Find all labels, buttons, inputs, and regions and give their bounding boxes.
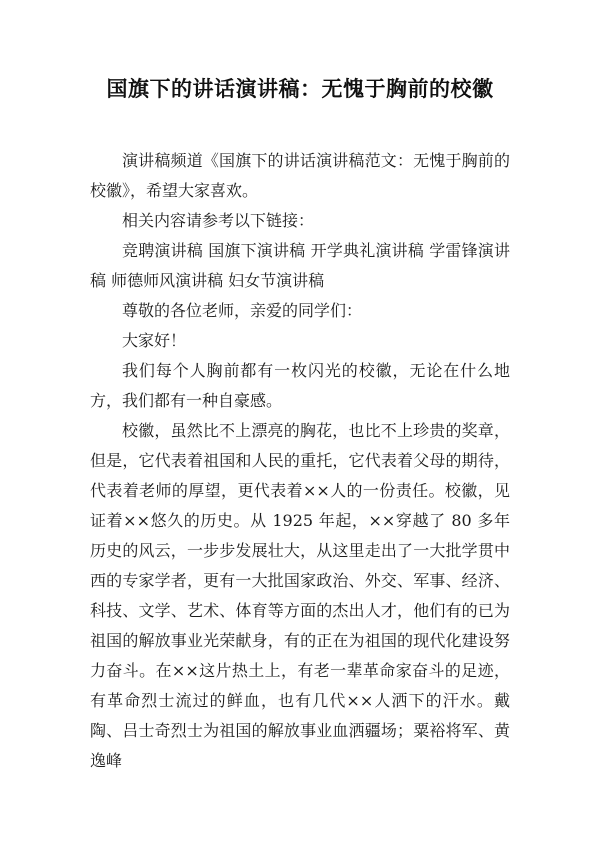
salutation: 尊敬的各位老师，亲爱的同学们： — [122, 301, 363, 320]
related-links-list: 竞聘演讲稿 国旗下演讲稿 开学典礼演讲稿 学雷锋演讲稿 师德师风演讲稿 妇女节演讲稿 — [90, 241, 510, 290]
body-paragraph: 校徽，虽然比不上漂亮的胸花，也比不上珍贵的奖章，但是，它代表着祖国和人民的重托，它代表着父母的期待，代表着老师的厚望，更代表着××人的一份责任。校徽，见证着××悠久的历史。从 1925 年起，××穿越了 80 多年历史的风云，一步步发展壮大，从这里走出了一大批学贯中西的专家学者，更有一大批国家政治、外交、军事、经济、科技、文学、艺术、体育等方面的杰出人才，他们有的已为祖国的解放事业光荣献身，有的正在为祖国的现代化建设努力奋斗。在××这片热土上，有老一辈革命家奋斗的足迹，有革命烈士流过的鲜血，也有几代××人洒下的汗水。戴陶、吕士奇烈士为祖国的解放事业血洒疆场；粟裕将军、黄逸峰 — [90, 421, 510, 770]
page-title: 国旗下的讲话演讲稿：无愧于胸前的校徽 — [106, 77, 494, 101]
body-paragraph: 我们每个人胸前都有一枚闪光的校徽，无论在什么地方，我们都有一种自豪感。 — [90, 361, 510, 410]
intro-paragraph: 演讲稿频道《国旗下的讲话演讲稿范文：无愧于胸前的校徽》，希望大家喜欢。 — [90, 151, 510, 200]
document-body — [90, 146, 510, 776]
related-links-label: 相关内容请参考以下链接： — [122, 211, 315, 230]
greeting: 大家好！ — [122, 331, 187, 350]
